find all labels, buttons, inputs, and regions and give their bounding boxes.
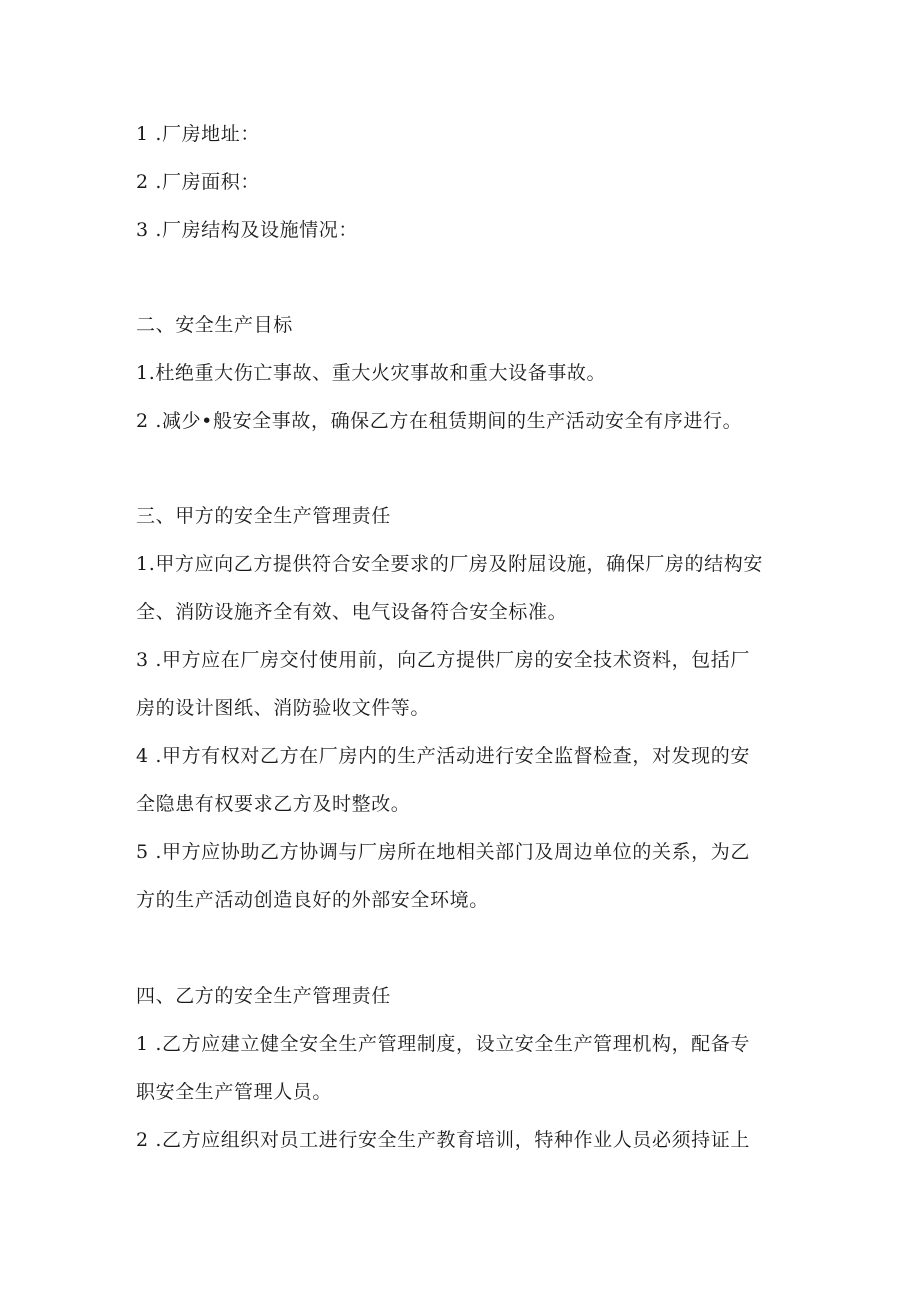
section-heading-safety-goals: 二、安全生产目标 [136,314,293,336]
goal-item-2: 2 .减少•般安全事故，确保乙方在租赁期间的生产活动安全有序进行。 [136,410,743,432]
goal-item-1: 1.杜绝重大伤亡事故、重大火灾事故和重大设备事故。 [136,362,607,384]
party-a-item-5-line-1: 5 .甲方应协助乙方协调与厂房所在地相关部门及周边单位的关系，为乙 [136,841,750,863]
party-a-item-3-line-1: 3 .甲方应在厂房交付使用前，向乙方提供厂房的安全技术资料，包括厂 [136,649,750,671]
party-a-item-1-line-2: 全、消防设施齐全有效、电气设备符合安全标准。 [136,601,568,623]
item-factory-address: 1 .厂房地址： [136,123,260,145]
party-b-item-1-line-1: 1 .乙方应建立健全安全生产管理制度，设立安全生产管理机构，配备专 [136,1033,750,1055]
party-a-item-1-line-1: 1.甲方应向乙方提供符合安全要求的厂房及附屈设施，确保厂房的结构安 [136,553,763,575]
section-heading-party-b: 四、乙方的安全生产管理责任 [136,985,391,1007]
party-a-item-3-line-2: 房的设计图纸、消防验收文件等。 [136,697,431,719]
item-factory-area: 2 .厂房面积： [136,171,260,193]
party-a-item-4-line-1: 4 .甲方有权对乙方在厂房内的生产活动进行安全监督检查，对发现的安 [136,745,750,767]
party-b-item-2-line-1: 2 .乙方应组织对员工进行安全生产教育培训，特种作业人员必须持证上 [136,1129,750,1151]
item-factory-structure: 3 .厂房结构及设施情况： [136,219,358,241]
party-a-item-4-line-2: 全隐患有权要求乙方及时整改。 [136,793,411,815]
section-heading-party-a: 三、甲方的安全生产管理责任 [136,505,391,527]
party-b-item-1-line-2: 职安全生产管理人员。 [136,1081,333,1103]
party-a-item-5-line-2: 方的生产活动创造良好的外部安全环境。 [136,889,489,911]
